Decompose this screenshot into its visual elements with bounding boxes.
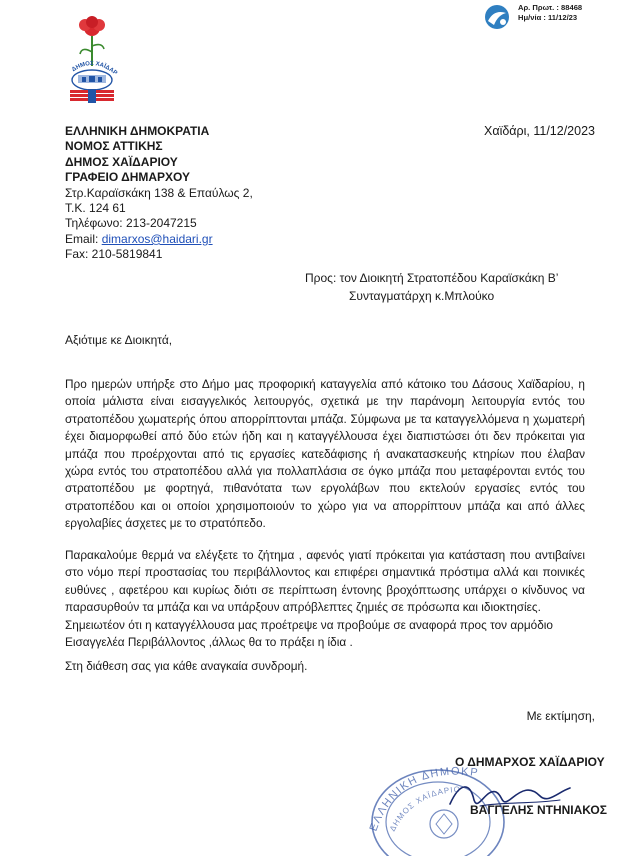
signatory-name: ΒΑΓΓΕΛΗΣ ΝΤΗΝΙΑΚΟΣ [470,803,607,817]
protocol-number: Αρ. Πρωτ. : 88468 [518,3,583,12]
logo-arc-text: ΔΗΜΟΣ ΧΑΪΔΑΡ [71,60,118,77]
sender-line-prefecture: ΝΟΜΟΣ ΑΤΤΙΚΗΣ [65,139,163,154]
body-paragraph-3: Σημειωτέον ότι η καταγγέλλουσα μας προέτρεψε να προβούμε σε αναφορά προς τον αρμόδιο Εισαγγελέα Περιβάλλοντος ,άλλως θα το πράξει η ίδια . [65,618,553,650]
sender-line-office: ΓΡΑΦΕΙΟ ΔΗΜΑΡΧΟΥ [65,170,191,185]
sender-block [65,124,253,263]
recipient-line-2: Συνταγματάρχη κ.Μπλούκο [349,288,495,303]
sender-line-municipality: ΔΗΜΟΣ ΧΑΪΔΑΡΙΟΥ [65,154,178,169]
sender-phone: Τηλέφωνο: 213-2047215 [65,216,197,231]
protocol-stamp [482,3,640,31]
signatory-title: Ο ΔΗΜΑΡΧΟΣ ΧΑΪΔΑΡΙΟΥ [455,755,605,769]
body-paragraph-2: Παρακαλούμε θερμά να ελέγξετε το ζήτημα , αφενός γιατί πρόκειται για κατάσταση που αντιβαίνει στο νόμο περί προστασίας του περιβάλλοντος και επιφέρει σημαντικά πρόστιμα αλλά και ποινικές ευθύνες , αφετέρου και κυρίως διότι σε περίπτωση έντονης βροχόπτωσης υπάρχει ο κίνδυνος να παρασυρθούν τα μπάζα και να υπάρξουν απρόβλεπτες ζημιές σε πρόσωπα και ιδιοκτησίες. [65,548,585,615]
registry-seal-icon [482,3,514,31]
sender-email-row [65,232,253,247]
protocol-date: Ημ/νία : 11/12/23 [518,13,578,22]
closing-phrase: Με εκτίμηση, [526,709,595,723]
body-paragraph-1: Προ ημερών υπήρξε στο Δήμο μας προφορική καταγγελία από κάτοικο του Δάσους Χαϊδαρίου, η οποία μάλιστα είναι εισαγγελικός λειτουργός, σχετικά με την παράνομη λειτουργία εντός του στρατοπέδου χωματερής όπου απορρίπτονται μπάζα. Σύμφωνα με τα καταγγελλόμενα η χωματερή έχει διαμορφωθεί από δύο ετών ήδη και η καταγγέλλουσα έχει διαπιστώσει ότι δεν πρόκειται για μπάζα που προέρχονται από τις εργασίες κατεδάφισης ή ανακατασκευής κτηρίων που έλαβαν χώρα εντός του στρατοπέδου αλλά για πολλαπλάσια σε όγκο μπάζα που μεταφέρονται εντός του στρατοπέδου με φορτηγά, πιθανότατα των εργολάβων που εκτελούν εργασίες εντός του στρατοπέδου και οι οποίοι χρησιμοποιούν το χώρο για να απορρίπτουν μπάζα και από άλλες εργολαβίες άσχετες με το στρατόπεδο. [65,377,585,531]
svg-text:ΕΛΛΗΝΙΚΗ ΔΗΜΟΚΡΑΤΙΑ: ΕΛΛΗΝΙΚΗ ΔΗΜΟΚΡ [367,765,479,833]
body-paragraph-4: Στη διάθεση σας για κάθε αναγκαία συνδρομή. [65,659,308,673]
recipient-line-1: Προς: τον Διοικητή Στρατοπέδου Καραϊσκάκη Β’ [305,271,559,285]
sender-fax: Fax: 210-5819841 [65,247,163,262]
letter-date: Χαϊδάρι, 11/12/2023 [484,124,595,138]
email-link[interactable]: dimarxos@haidari.gr [101,231,213,246]
sender-postal-code: Τ.Κ. 124 61 [65,201,126,216]
greeting: Αξιότιμε κε Διοικητά, [65,333,173,347]
sender-address: Στρ.Καραϊσκάκη 138 & Επαύλως 2, [65,185,253,200]
email-label: Email: [65,231,99,246]
municipality-logo [62,14,122,106]
recipient-block [305,270,558,305]
svg-text:ΔΗΜΟΣ ΧΑΪΔΑΡΙΟΥ: ΔΗΜΟΣ ΧΑΪΔΑΡΙΟ [387,784,461,833]
sender-line-republic: ΕΛΛΗΝΙΚΗ ΔΗΜΟΚΡΑΤΙΑ [65,124,210,138]
